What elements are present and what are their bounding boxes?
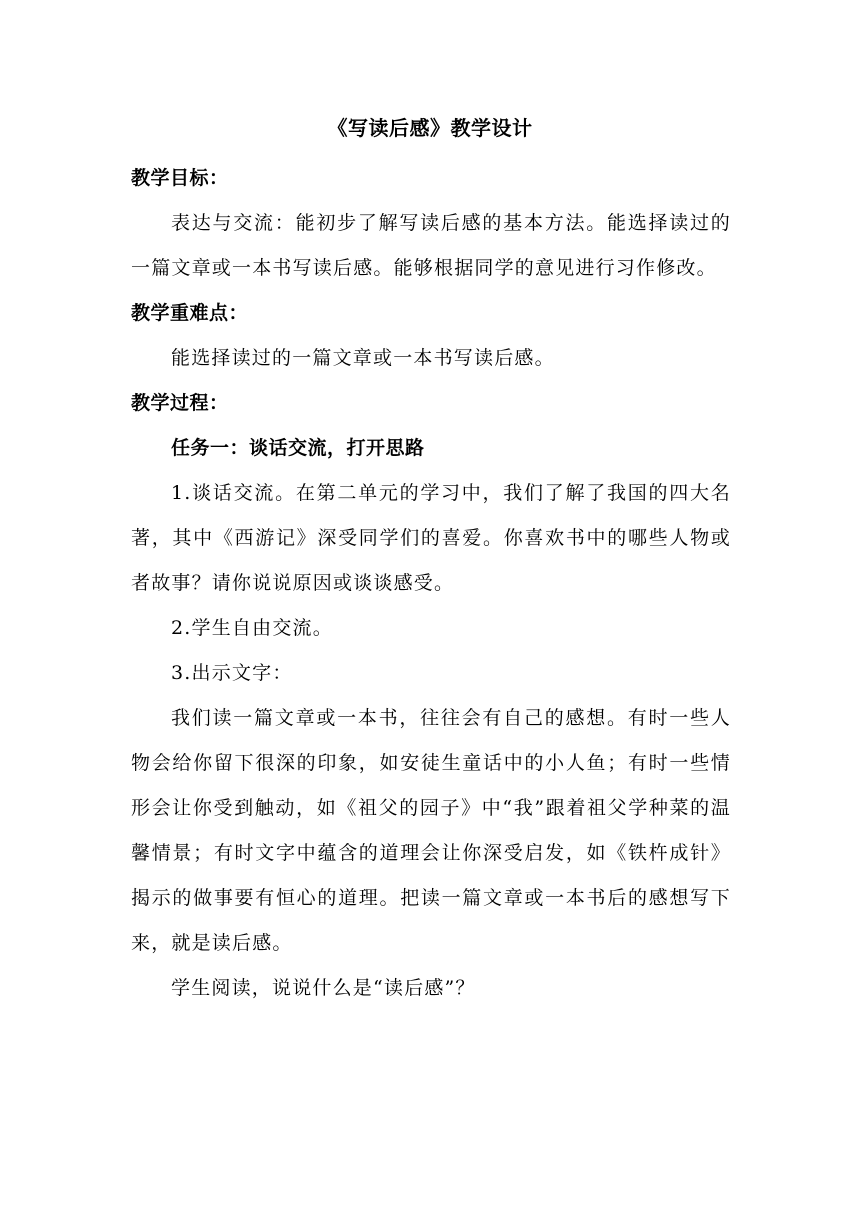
question-text: 学生阅读，说说什么是“读后感”？ xyxy=(171,977,476,999)
passage-text: 我们读一篇文章或一本书，往往会有自己的感想。有时一些人物会给你留下很深的印象，如安徒生童话中的小人鱼；有时一些情形会让你受到触动，如《祖父的园子》中“我”跟着祖父学种菜的温馨情景；有时文字中蕴含的道理会让你深受启发，如《铁杵成针》揭示的做事要有恒心的道理。把读一篇文章或一本书后的感想写下来，就是读后感。 xyxy=(131,707,731,954)
process-heading: 教学过程： xyxy=(131,392,229,414)
step3-text: 3.出示文字： xyxy=(171,662,293,684)
key-points-heading: 教学重难点： xyxy=(131,302,249,324)
document-body xyxy=(131,156,731,1011)
objectives-text: 表达与交流：能初步了解写读后感的基本方法。能选择读过的一篇文章或一本书写读后感。能够根据同学的意见进行习作修改。 xyxy=(131,212,731,279)
task1-heading: 任务一：谈话交流，打开思路 xyxy=(171,437,425,459)
objectives-heading: 教学目标： xyxy=(131,167,229,189)
step1-text: 1.谈话交流。在第二单元的学习中，我们了解了我国的四大名著，其中《西游记》深受同学们的喜爱。你喜欢书中的哪些人物或者故事？请你说说原因或谈谈感受。 xyxy=(131,482,731,594)
key-points-text: 能选择读过的一篇文章或一本书写读后感。 xyxy=(171,347,555,369)
document-title: 《写读后感》教学设计 xyxy=(327,116,533,140)
step2-text: 2.学生自由交流。 xyxy=(171,617,333,639)
